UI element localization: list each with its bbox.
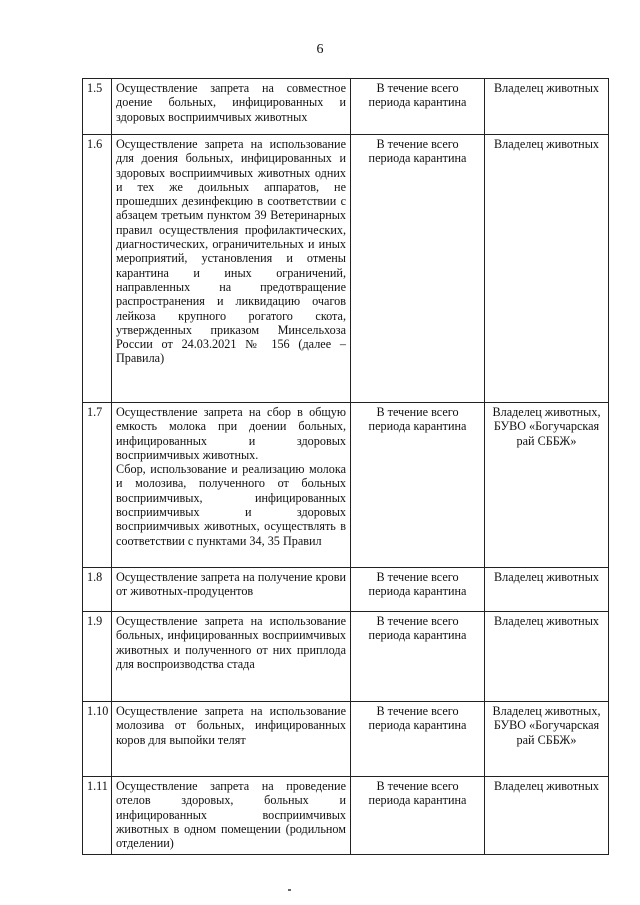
action-text-continued: Сбор, использование и реализацию молока и молозива, полученного от больных восприимчивых, инфицированных восприимчивых и здоровых восприимчивых животных, осуществлять в соответствии с пунктами 34, 35 Правил [116, 462, 346, 548]
table-row [83, 403, 609, 568]
row-term: В течение всего периода карантина [351, 403, 485, 568]
row-responsible: Владелец животных, БУВО «Богучарская рай СББЖ» [485, 403, 609, 568]
row-number: 1.8 [83, 568, 112, 612]
row-number: 1.6 [83, 135, 112, 403]
row-action [112, 79, 351, 135]
table-row [83, 612, 609, 702]
row-term: В течение всего периода карантина [351, 79, 485, 135]
row-responsible: Владелец животных [485, 612, 609, 702]
action-text: Осуществление запрета на получение крови от животных-продуцентов [116, 570, 346, 599]
table-row [83, 777, 609, 855]
table-row [83, 568, 609, 612]
page-number: 6 [316, 42, 324, 57]
row-term: В течение всего периода карантина [351, 777, 485, 855]
action-text: Осуществление запрета на использование для доения больных, инфицированных и здоровых восприимчивых животных одних и тех же доильных аппаратов, не прошедших дезинфекцию в соответствии с абзацем третьим пунктом 39 Ветеринарных правил осуществления профилактических, диагностических, ограничительных и иных мероприятий, установления и отмены карантина и иных ограничений, направленных на предотвращение распространения и ликвидацию очагов лейкоза крупного рогатого скота, утвержденных приказом Минсельхоза России от 24.03.2021 № 156 (далее – Правила) [116, 137, 346, 366]
measures-table-body [83, 79, 609, 855]
row-action [112, 403, 351, 568]
row-number: 1.5 [83, 79, 112, 135]
row-responsible: Владелец животных [485, 79, 609, 135]
row-term: В течение всего периода карантина [351, 568, 485, 612]
row-number: 1.10 [83, 702, 112, 777]
row-responsible: Владелец животных [485, 777, 609, 855]
row-term: В течение всего периода карантина [351, 135, 485, 403]
action-text: Осуществление запрета на использование больных, инфицированных восприимчивых животных и полученного от них приплода для воспроизводства стада [116, 614, 346, 671]
row-term: В течение всего периода карантина [351, 702, 485, 777]
action-text: Осуществление запрета на проведение отелов здоровых, больных и инфицированных восприимчивых животных в одном помещении (родильном отделении) [116, 779, 346, 851]
row-term: В течение всего периода карантина [351, 612, 485, 702]
action-text: Осуществление запрета на сбор в общую емкость молока при доении больных, инфицированных и здоровых восприимчивых животных. [116, 405, 346, 462]
table-row [83, 79, 609, 135]
row-action [112, 612, 351, 702]
row-responsible: Владелец животных [485, 568, 609, 612]
row-number: 1.9 [83, 612, 112, 702]
action-text: Осуществление запрета на использование молозива от больных, инфицированных коров для выпойки телят [116, 704, 346, 747]
table-row [83, 135, 609, 403]
row-action [112, 777, 351, 855]
row-responsible: Владелец животных [485, 135, 609, 403]
row-responsible: Владелец животных, БУВО «Богучарская рай СББЖ» [485, 702, 609, 777]
row-action [112, 135, 351, 403]
scan-speck [288, 889, 291, 891]
row-number: 1.7 [83, 403, 112, 568]
row-action [112, 702, 351, 777]
measures-table [82, 78, 609, 855]
row-action [112, 568, 351, 612]
table-row [83, 702, 609, 777]
action-text: Осуществление запрета на совместное доение больных, инфицированных и здоровых восприимчивых животных [116, 81, 346, 124]
row-number: 1.11 [83, 777, 112, 855]
